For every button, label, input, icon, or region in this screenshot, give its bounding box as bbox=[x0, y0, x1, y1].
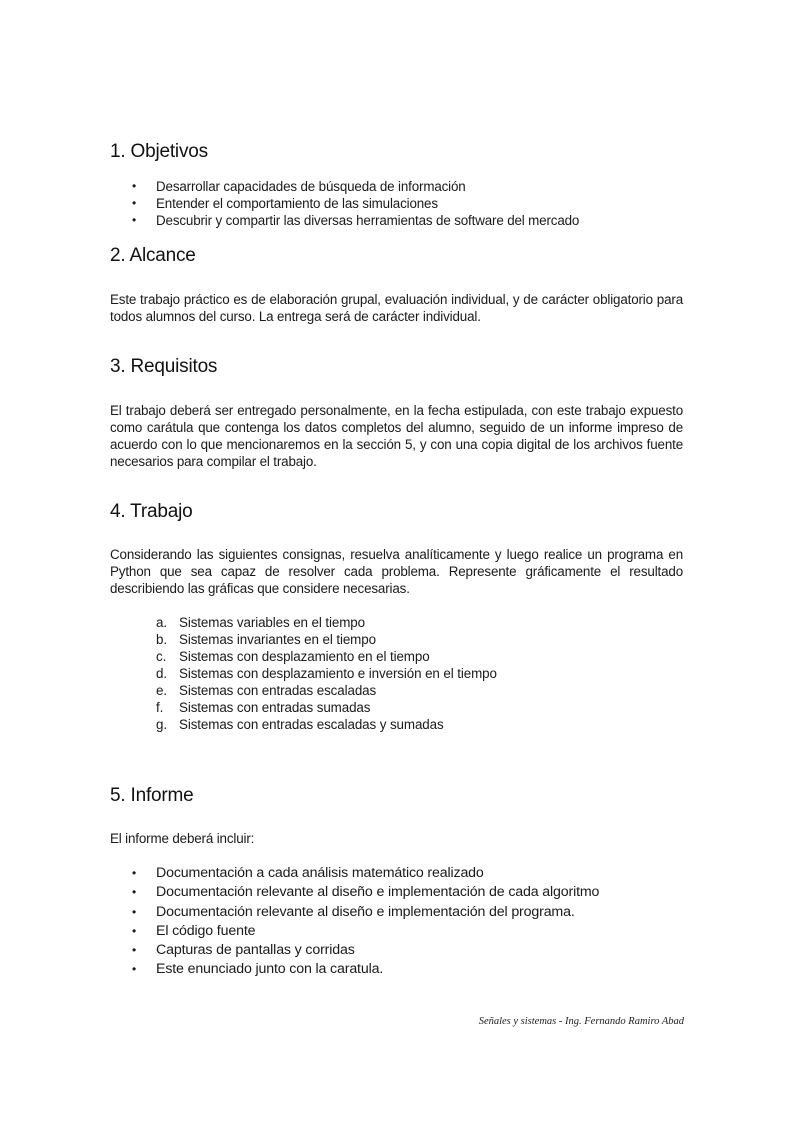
page-footer: Señales y sistemas - Ing. Fernando Ramiro Abad bbox=[478, 1016, 684, 1027]
bullet-icon: • bbox=[132, 179, 137, 193]
bullet-icon: • bbox=[132, 885, 137, 900]
list-item: a. Sistemas variables en el tiempo bbox=[156, 615, 365, 630]
bullet-icon: • bbox=[132, 923, 137, 938]
informe-list bbox=[110, 864, 599, 980]
objetivos-list bbox=[110, 178, 579, 229]
section-heading-objetivos: 1. Objetivos bbox=[110, 141, 208, 162]
bullet-icon: • bbox=[132, 943, 137, 958]
list-item: • Descubrir y compartir las diversas herramientas de software del mercado bbox=[132, 213, 580, 228]
list-item: • Documentación relevante al diseño e implementación de cada algoritmo bbox=[110, 883, 599, 902]
bullet-icon: • bbox=[132, 904, 137, 919]
bullet-icon: • bbox=[132, 866, 137, 880]
section-heading-alcance: 2. Alcance bbox=[110, 245, 196, 266]
bullet-icon: • bbox=[132, 196, 137, 210]
list-item: • El código fuente bbox=[110, 922, 599, 941]
list-item: • Desarrollar capacidades de búsqueda de información bbox=[132, 179, 466, 194]
informe-paragraph: El informe deberá incluir: bbox=[110, 831, 255, 846]
list-item: b. Sistemas invariantes en el tiempo bbox=[156, 632, 376, 647]
section-heading-requisitos: 3. Requisitos bbox=[110, 356, 218, 377]
alcance-paragraph: Este trabajo práctico es de elaboración grupal, evaluación individual, y de carácter obligatorio para todos alumnos del curso. La entrega será de carácter individual. bbox=[110, 292, 683, 324]
bullet-icon: • bbox=[132, 213, 137, 227]
list-item: e. Sistemas con entradas escaladas bbox=[156, 683, 377, 698]
list-item: d. Sistemas con desplazamiento e inversión en el tiempo bbox=[156, 666, 497, 681]
list-item: • Documentación a cada análisis matemático realizado bbox=[110, 864, 599, 883]
list-item: • Entender el comportamiento de las simulaciones bbox=[132, 196, 438, 211]
list-item: f. Sistemas con entradas sumadas bbox=[156, 700, 371, 715]
list-item: • Capturas de pantallas y corridas bbox=[110, 941, 599, 960]
list-item: • Documentación relevante al diseño e implementación del programa. bbox=[110, 903, 599, 922]
trabajo-items-list bbox=[110, 614, 497, 733]
section-heading-trabajo: 4. Trabajo bbox=[110, 501, 193, 522]
list-item: c. Sistemas con desplazamiento en el tiempo bbox=[156, 649, 430, 664]
requisitos-paragraph: El trabajo deberá ser entregado personalmente, en la fecha estipulada, con este trabajo expuesto como carátula que contenga los datos completos del alumno, seguido de un informe impreso de acuerdo con lo que mencionaremos en la sección 5, y con una copia digital de los archivos fuente necesarios para compilar el trabajo. bbox=[110, 403, 683, 469]
bullet-icon: • bbox=[132, 962, 137, 977]
section-heading-informe: 5. Informe bbox=[110, 785, 194, 806]
list-item: • Este enunciado junto con la caratula. bbox=[110, 960, 599, 979]
trabajo-paragraph: Considerando las siguientes consignas, resuelva analíticamente y luego realice un programa en Python que sea capaz de resolver cada problema. Represente gráficamente el resultado describiendo las gráficas que considere necesarias. bbox=[110, 547, 683, 596]
list-item: g. Sistemas con entradas escaladas y sumadas bbox=[156, 717, 444, 732]
